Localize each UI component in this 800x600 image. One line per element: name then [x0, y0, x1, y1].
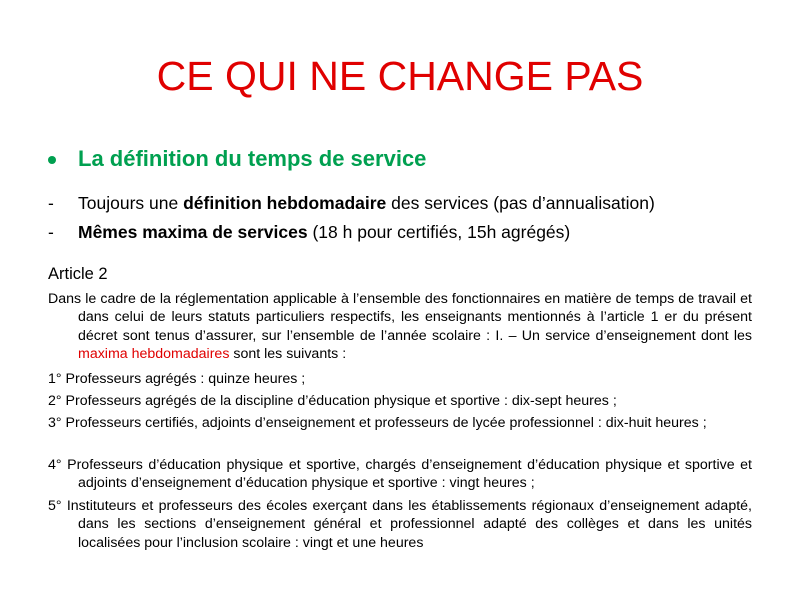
- highlight-text: maxima hebdomadaires: [78, 346, 230, 363]
- article-heading: Article 2: [48, 265, 108, 283]
- dash-item-1: [48, 191, 655, 215]
- list-item: 2° Professeurs agrégés de la discipline d’éducation physique et sportive : dix-sept heures ;: [48, 393, 617, 409]
- main-bullet: [48, 144, 426, 174]
- list-item: 5° Instituteurs et professeurs des écoles exerçant dans les établissements régionaux d’enseignement adapté, dans les sections d’enseignement général et professionnel adapté des collèges et dans les unités localisées pour l’inclusion scolaire : vingt et une heures: [48, 498, 752, 551]
- list-item: 1° Professeurs agrégés : quinze heures ;: [48, 371, 306, 387]
- list-item: 4° Professeurs d’éducation physique et sportive, chargés d’enseignement d’éducation physique et sportive et adjoints d’enseignement d’éducation physique et sportive : vingt heures ;: [48, 457, 752, 492]
- dash-item-text: Mêmes maxima de services (18 h pour certifiés, 15h agrégés): [78, 222, 571, 242]
- bullet-dot-icon: [48, 156, 56, 164]
- article-intro-paragraph: Dans le cadre de la réglementation applicable à l’ensemble des fonctionnaires en matière de temps de travail et dans celui de leurs statuts particuliers respectifs, les enseignants mentionnés à l’article 1 er du présent décret sont tenus d’assurer, sur l’ensemble de l’année scolaire : I. – Un service d’enseignement dont les maxima hebdomadaires sont les suivants :: [48, 291, 752, 363]
- dash-item-2: [48, 220, 570, 244]
- list-item: 3° Professeurs certifiés, adjoints d’enseignement et professeurs de lycée professionnel : dix-huit heures ;: [48, 415, 707, 431]
- dash-icon: -: [48, 222, 54, 242]
- dash-icon: -: [48, 193, 54, 213]
- main-bullet-text: La définition du temps de service: [78, 146, 427, 171]
- slide-title: CE QUI NE CHANGE PAS: [156, 53, 644, 99]
- dash-item-text: Toujours une définition hebdomadaire des services (pas d’annualisation): [78, 193, 655, 213]
